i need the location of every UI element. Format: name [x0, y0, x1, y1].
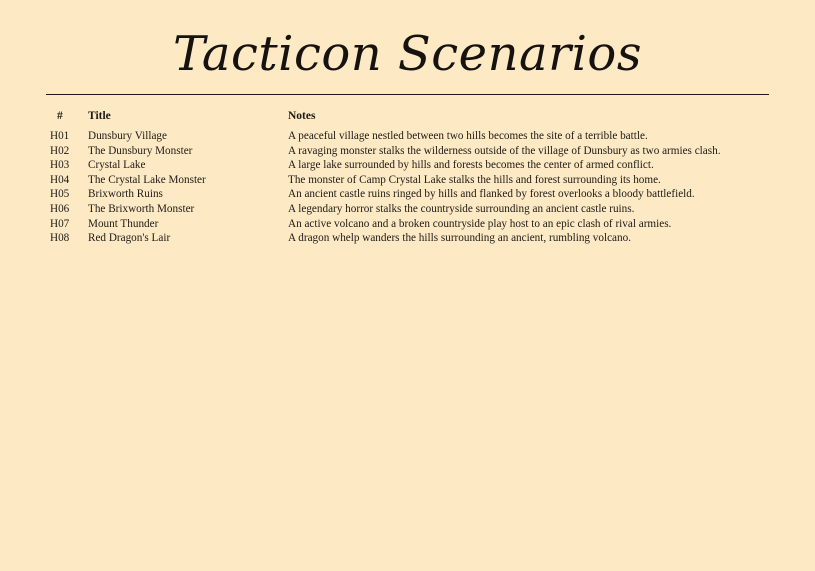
- table-row: [0, 231, 815, 246]
- scenario-title: The Crystal Lake Monster: [88, 173, 206, 186]
- table-row: [0, 158, 815, 173]
- scenario-id: H03: [50, 159, 70, 172]
- scenario-title: Crystal Lake: [88, 159, 146, 172]
- scenario-id: H01: [50, 130, 70, 142]
- header-title: Title: [88, 110, 111, 122]
- table-row: [0, 202, 815, 217]
- scenario-title: Brixworth Ruins: [88, 188, 163, 201]
- scenario-id: H08: [50, 232, 70, 245]
- scenario-notes: The monster of Camp Crystal Lake stalks the hills and forest surrounding its home.: [288, 173, 661, 186]
- scenario-title: Mount Thunder: [88, 217, 159, 230]
- scenario-notes: An active volcano and a broken countryside play host to an epic clash of rival armies.: [288, 217, 672, 230]
- table-row: [0, 129, 815, 144]
- title-divider: [46, 94, 769, 95]
- page-title: Tacticon Scenarios: [173, 26, 642, 82]
- table-header-row: [0, 108, 815, 124]
- scenario-notes: A peaceful village nestled between two hills becomes the site of a terrible battle.: [288, 130, 648, 142]
- scenario-notes: An ancient castle ruins ringed by hills and flanked by forest overlooks a bloody battlefield.: [288, 188, 695, 201]
- table-row: [0, 173, 815, 188]
- scenario-notes: A large lake surrounded by hills and forests becomes the center of armed conflict.: [288, 159, 654, 172]
- scenario-notes: A dragon whelp wanders the hills surrounding an ancient, rumbling volcano.: [288, 232, 632, 245]
- scenario-id: H02: [50, 144, 70, 157]
- header-number: #: [57, 110, 63, 122]
- table-row: [0, 144, 815, 159]
- scenario-id: H07: [50, 217, 70, 230]
- scenario-notes: A ravaging monster stalks the wilderness outside of the village of Dunsbury as two armies clash.: [288, 144, 721, 157]
- scenario-notes: A legendary horror stalks the countryside surrounding an ancient castle ruins.: [288, 202, 635, 215]
- scenario-table-body: [0, 129, 815, 246]
- table-row: [0, 187, 815, 202]
- scenario-id: H06: [50, 202, 70, 215]
- scenario-title: The Dunsbury Monster: [88, 144, 193, 157]
- scenario-id: H04: [50, 173, 70, 186]
- header-notes: Notes: [288, 110, 316, 122]
- scenario-title: The Brixworth Monster: [88, 202, 195, 215]
- scenario-title: Dunsbury Village: [88, 130, 167, 142]
- scenario-title: Red Dragon's Lair: [88, 232, 171, 245]
- table-row: [0, 217, 815, 232]
- scenario-id: H05: [50, 188, 70, 201]
